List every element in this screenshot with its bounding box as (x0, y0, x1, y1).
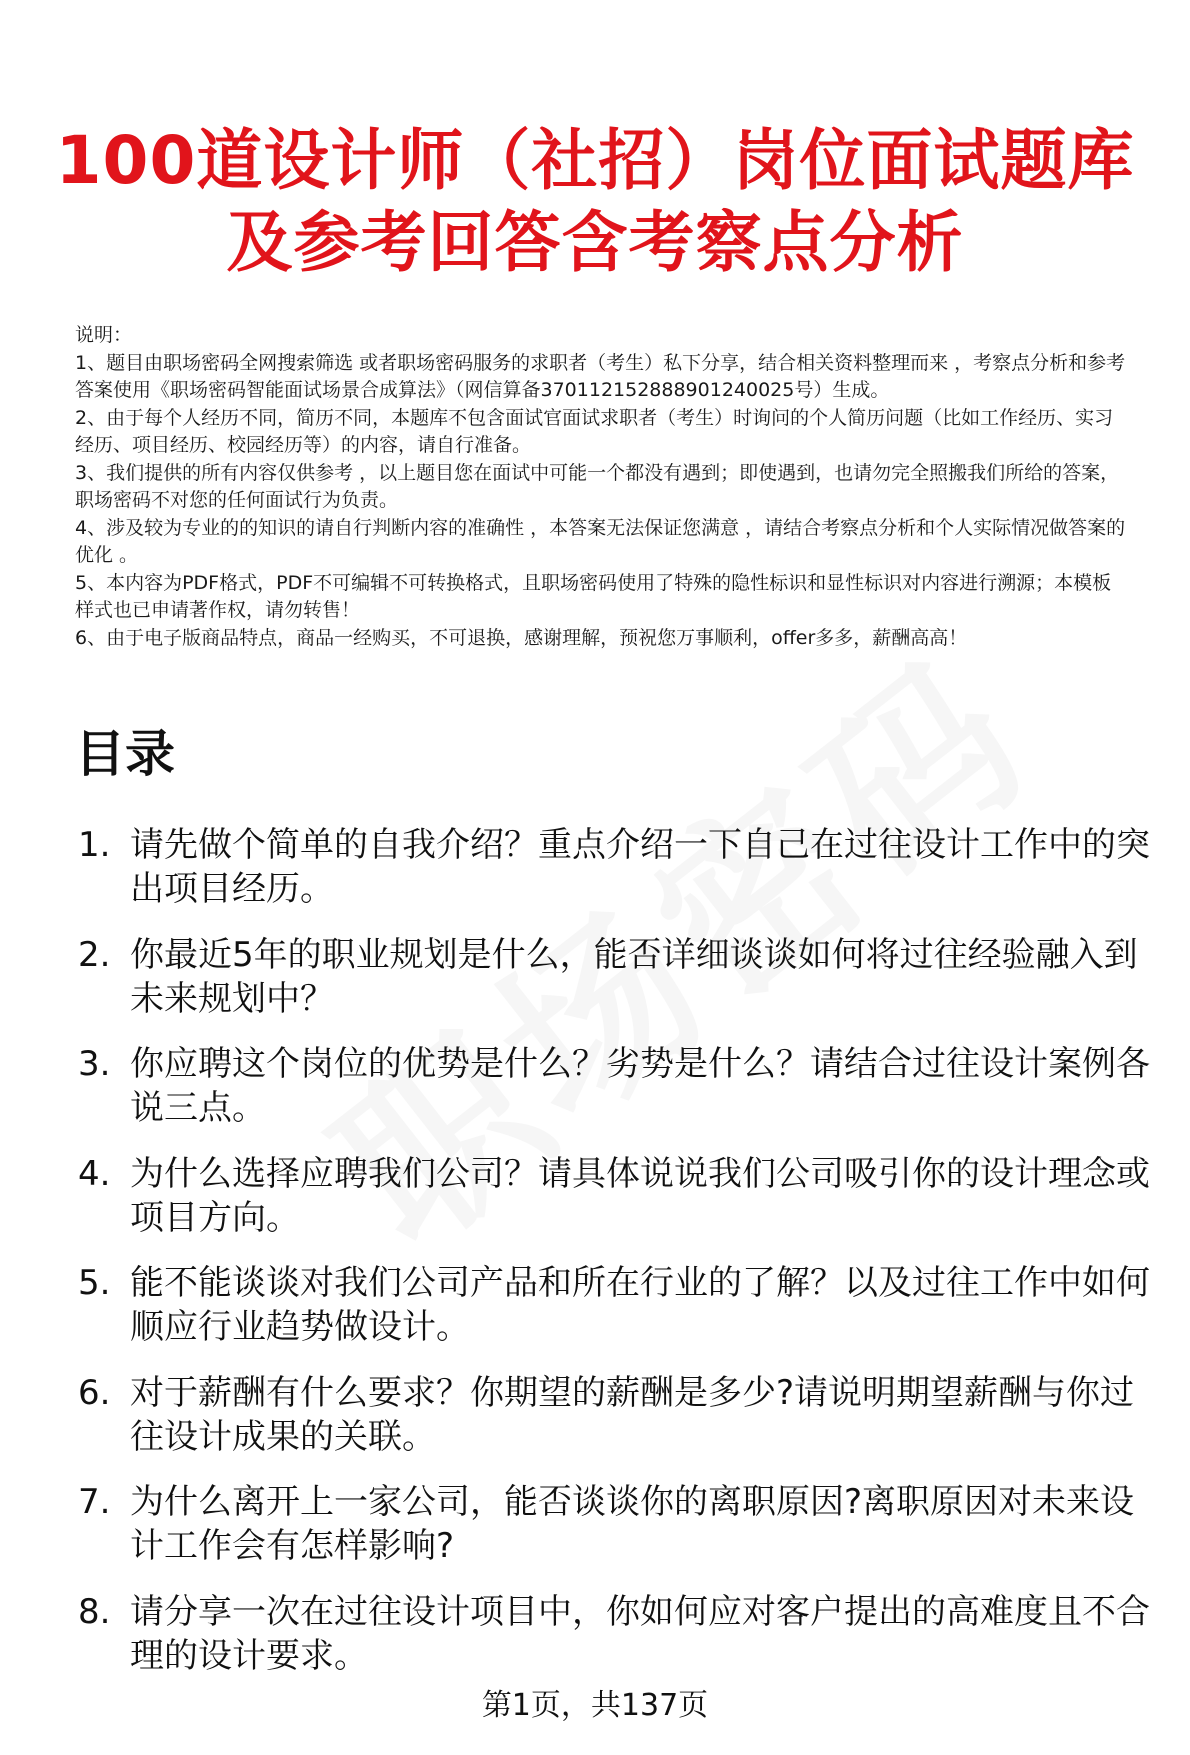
notes-section (75, 322, 1130, 652)
toc-item-1[interactable] (78, 823, 1155, 911)
toc-item-8[interactable] (78, 1590, 1155, 1678)
note-item-2: 2、由于每个人经历不同，简历不同，本题库不包含面试官面试求职者（考生）时询问的个人简历问题（比如工作经历、实习经历、项目经历、校园经历等）的内容，请自行准备。 (75, 406, 1114, 456)
toc-heading: 目录 (75, 725, 175, 783)
toc-item-number: 6. (78, 1372, 111, 1413)
toc-item-6[interactable] (78, 1371, 1155, 1459)
toc-item-4[interactable] (78, 1152, 1155, 1240)
toc-item-number: 5. (78, 1263, 111, 1303)
toc-item-text: 对于薪酬有什么要求？你期望的薪酬是多少?请说明期望薪酬与你过往设计成果的关联。 (130, 1372, 1135, 1457)
toc-item-number: 2. (78, 934, 111, 975)
toc-item-2[interactable] (78, 933, 1155, 1021)
note-item-4: 4、涉及较为专业的的知识的请自行判断内容的准确性 ，本答案无法保证您满意 ，请结合考察点分析和个人实际情况做答案的优化 。 (75, 516, 1126, 566)
toc-item-text: 你最近5年的职业规划是什么，能否详细谈谈如何将过往经验融入到未来规划中？ (130, 934, 1138, 1019)
page-number-footer: 第1页，共137页 (481, 1688, 709, 1723)
toc-item-3[interactable] (78, 1042, 1155, 1130)
toc-item-text: 你应聘这个岗位的优势是什么？劣势是什么？请结合过往设计案例各说三点。 (130, 1044, 1150, 1128)
document-title (40, 120, 1150, 284)
toc-item-number: 4. (78, 1153, 111, 1194)
toc-item-number: 7. (78, 1482, 111, 1522)
toc-item-number: 8. (78, 1591, 111, 1632)
toc-item-text: 请先做个简单的自我介绍？重点介绍一下自己在过往设计工作中的突出项目经历。 (130, 825, 1150, 909)
note-item-1: 1、题目由职场密码全网搜索筛选 或者职场密码服务的求职者（考生）私下分享，结合相关资料整理而来 ，考察点分析和参考答案使用《职场密码智能面试场景合成算法》（网信算备370112152888901240025号）生成。 (75, 351, 1126, 401)
note-item-6: 6、由于电子版商品特点，商品一经购买，不可退换，感谢理解，预祝您万事顺利，offer多多，薪酬高高！ (75, 626, 968, 649)
toc-item-text: 能不能谈谈对我们公司产品和所在行业的了解？以及过往工作中如何顺应行业趋势做设计。 (130, 1263, 1150, 1347)
note-item-5: 5、本内容为PDF格式，PDF不可编辑不可转换格式，且职场密码使用了特殊的隐性标识和显性标识对内容进行溯源；本模板样式也已申请著作权，请勿转售！ (75, 571, 1112, 621)
toc-item-7[interactable] (78, 1480, 1155, 1568)
toc-item-text: 为什么离开上一家公司，能否谈谈你的离职原因?离职原因对未来设计工作会有怎样影响? (130, 1482, 1135, 1566)
toc-item-text: 请分享一次在过往设计项目中，你如何应对客户提出的高难度且不合理的设计要求。 (130, 1591, 1150, 1676)
title-line-1: 100道设计师（社招）岗位面试题库 (55, 122, 1135, 199)
toc-item-text: 为什么选择应聘我们公司？请具体说说我们公司吸引你的设计理念或项目方向。 (130, 1153, 1150, 1238)
notes-label: 说明： (75, 324, 133, 346)
note-item-3: 3、我们提供的所有内容仅供参考 ，以上题目您在面试中可能一个都没有遇到；即使遇到，也请勿完全照搬我们所给的答案，职场密码不对您的任何面试行为负责。 (75, 461, 1120, 511)
title-line-2: 及参考回答含考察点分析 (226, 204, 964, 281)
toc-item-number: 3. (78, 1044, 111, 1084)
toc-list (78, 823, 1155, 1699)
toc-item-number: 1. (78, 825, 111, 865)
toc-item-5[interactable] (78, 1261, 1155, 1349)
